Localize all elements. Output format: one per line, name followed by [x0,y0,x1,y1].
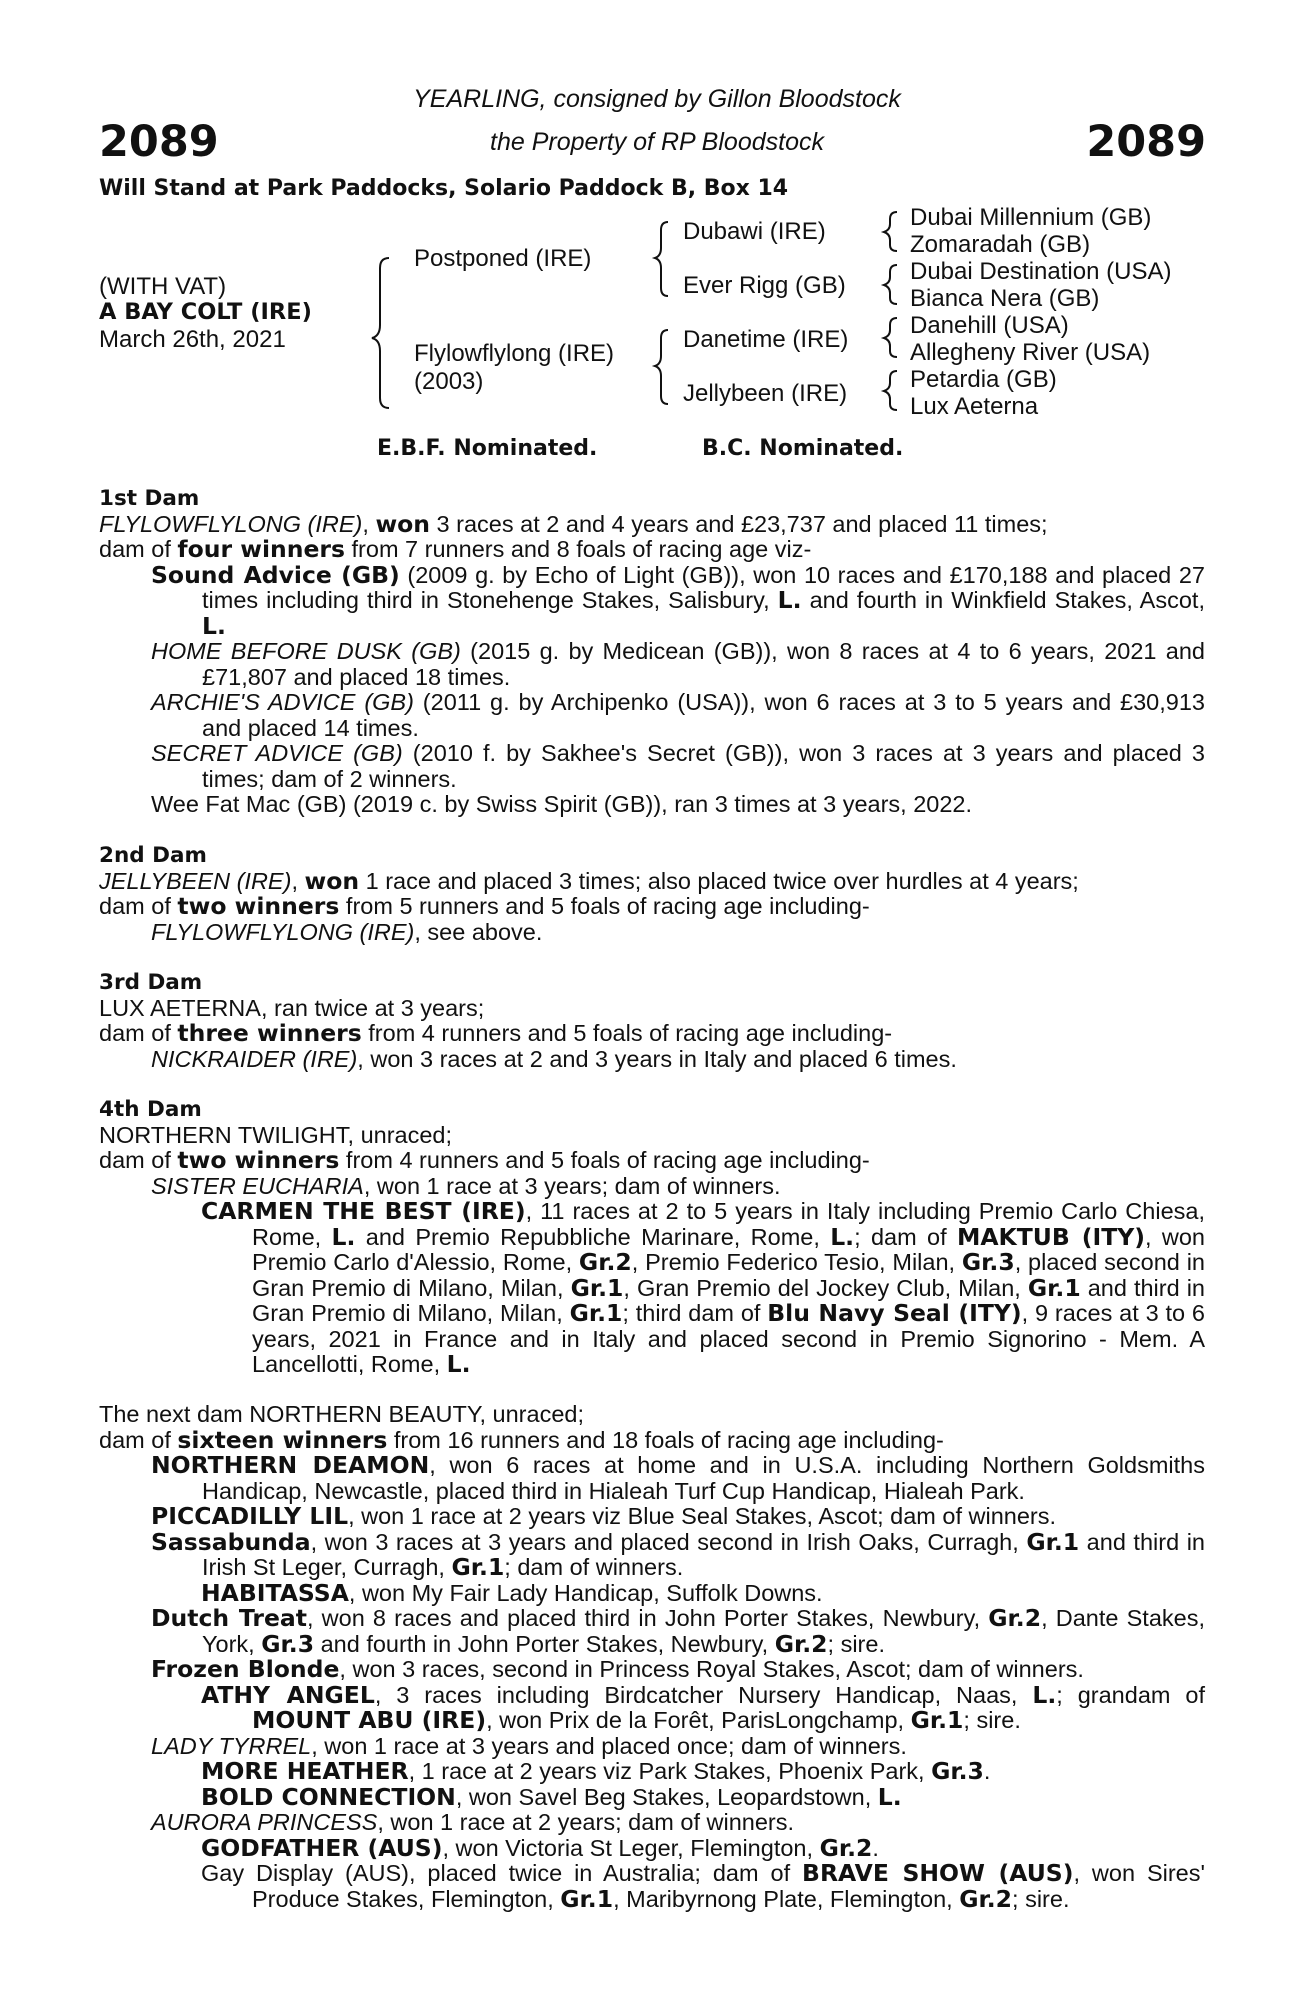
text-run: 1 race and placed 3 times; also placed twice over hurdles at 4 years; [359,867,1079,894]
produce-entry [99,1782,1205,1811]
text-line [99,1148,1205,1174]
text-line [99,1047,1205,1073]
dam-brace [655,330,668,404]
text-run: Gr.3 [961,1248,1015,1276]
text-run: dam of [99,893,178,919]
text-run: , won My Fair Lady Handicap, Suffolk Downs. [348,1579,823,1606]
text-run: L. [877,1782,902,1811]
text-run: (2015 g. by Medicean (GB)), won 8 races at 4 to 6 years, 2021 and £71,807 and placed 18 times. [202,638,1205,690]
gg-1: Dubai Millennium (GB) [910,204,1152,231]
text-run: Sassabunda [151,1527,311,1556]
text-run: , won 1 race at 3 years and placed once; dam of winners. [311,1732,907,1759]
text-run: FLYLOWFLYLONG (IRE) [99,510,363,537]
gg-5: Danehill (USA) [910,312,1069,339]
produce-entry [99,1453,1205,1504]
produce-entry [99,560,1205,640]
produce-entry [99,1680,1205,1734]
text-line [99,866,1205,895]
text-run: FLYLOWFLYLONG (IRE) [151,918,415,945]
text-run: Gr.3 [261,1629,315,1658]
fourth-dam-section [99,1097,1205,1378]
text-run: Gr.2 [988,1604,1042,1632]
text-run: , [291,867,305,894]
text-run: three winners [177,1019,362,1047]
text-run: ARCHIE'S ADVICE (GB) [151,689,414,715]
text-run: two winners [177,892,340,920]
gg-6: Allegheny River (USA) [910,339,1151,366]
text-run: and fourth in Winkfield Stakes, Ascot, [801,587,1205,613]
text-run: SISTER EUCHARIA [151,1172,364,1199]
produce-entry [99,1810,1205,1836]
text-run: L. [202,611,226,640]
ebf-nomination: E.B.F. Nominated. [377,436,598,461]
produce-entry [99,1759,1205,1785]
text-run: , won 6 races at home and in U.S.A. including Northern Goldsmiths Handicap, Newcastle, placed third in Hialeah Turf Cup Handicap, Hialeah Park. [202,1452,1205,1504]
produce-entry [99,690,1205,741]
text-run: Gr.1 [560,1884,614,1913]
text-run: two winners [177,1146,340,1174]
text-run: . [983,1758,991,1784]
text-run: Blu Navy Seal (ITY) [767,1299,1022,1327]
text-run: , Premio Federico Tesio, Milan, [631,1249,962,1275]
text-run: from 4 runners and 5 foals of racing age including- [339,1147,870,1173]
text-line: LUX AETERNA, ran twice at 3 years; [99,994,485,1021]
text-run: Gr.1 [1027,1273,1081,1302]
text-run: , Gran Premio del Jockey Club, Milan, [623,1274,1028,1301]
text-run: MAKTUB (ITY) [956,1222,1146,1251]
lot-number-left: 2089 [99,117,219,167]
text-run: SECRET ADVICE (GB) [151,740,403,766]
gg-3: Dubai Destination (USA) [910,258,1172,285]
text-run: , won 3 races at 2 and 3 years in Italy and placed 6 times. [357,1045,957,1072]
text-run: ; sire. [963,1707,1021,1733]
produce-entry [99,1527,1205,1581]
text-run: dam of [99,1020,178,1046]
foaling-date: March 26th, 2021 [99,326,286,353]
consignor-line: YEARLING, consigned by Gillon Bloodstock [413,85,901,113]
text-run: L. [1032,1680,1057,1709]
text-run: , see above. [414,918,543,945]
text-line: The next dam NORTHERN BEAUTY, unraced; [99,1401,584,1427]
text-run: , won Prix de la Forêt, ParisLongchamp, [486,1707,911,1733]
text-run: NICKRAIDER (IRE) [151,1045,358,1072]
text-run: ; dam of [854,1223,957,1250]
text-run: , 11 races at 2 to 5 years in Italy including Premio Carlo Chiesa, Rome, [252,1198,1205,1250]
text-run: Gr.1 [451,1553,505,1581]
text-run: 3 races at 2 and 4 years and £23,737 and placed 11 times; [430,510,1048,537]
text-run: , won Premio Carlo d'Alessio, Rome, [252,1223,1205,1275]
text-run: , [362,510,376,537]
section-heading: 4th Dam [99,1097,202,1122]
text-run: GODFATHER (AUS) [201,1833,443,1862]
sire: Postponed (IRE) [414,245,592,272]
text-run: BOLD CONNECTION [201,1782,456,1811]
text-line [99,1174,1205,1200]
text-line [99,1021,1205,1047]
gg-7: Petardia (GB) [910,366,1057,393]
text-run: and Premio Repubbliche Marinare, Rome, [355,1223,831,1250]
second-dam-section [99,843,1205,945]
text-line: NORTHERN TWILIGHT, unraced; [99,1121,453,1148]
text-run: Dutch Treat [151,1604,307,1632]
text-line [99,894,1205,920]
gg-2: Zomaradah (GB) [910,231,1091,258]
text-run: Gr.2 [578,1248,632,1276]
text-run: , Maribyrnong Plate, Flemington, [613,1885,960,1912]
main-brace [372,258,389,408]
produce-entry [99,1578,1205,1607]
text-run: , won Victoria St Leger, Flemington, [442,1834,820,1861]
section-heading: 3rd Dam [99,970,203,995]
text-run: (2011 g. by Archipenko (USA)), won 6 races at 3 to 5 years and £30,913 and placed 14 times. [202,689,1205,741]
text-line [99,509,1205,538]
dam-foaling-year: (2003) [414,368,484,395]
first-dam-section [99,486,1205,818]
text-run: Gr.1 [910,1706,964,1734]
dam: Flylowflylong (IRE) [414,340,615,367]
text-run: Gr.3 [931,1757,984,1785]
text-run: Frozen Blonde [151,1655,340,1683]
property-line: the Property of RP Bloodstock [490,128,824,156]
text-run: , won 1 race at 2 years viz Blue Seal Stakes, Ascot; dam of winners. [348,1503,1057,1529]
text-run: Gr.2 [774,1629,828,1658]
dam-of-dam: Jellybeen (IRE) [683,380,848,407]
text-run: L. [777,586,802,614]
text-run: (2010 f. by Sakhee's Secret (GB)), won 3 races at 3 years and placed 3 times; dam of 2 winners. [202,740,1206,792]
text-run: LADY TYRREL [151,1732,312,1759]
sire-of-dam: Danetime (IRE) [683,326,849,353]
text-run: and third in Gran Premio di Milano, Milan, [252,1274,1205,1326]
vat-note: (WITH VAT) [99,273,227,300]
text-run: dam of [99,1147,178,1173]
third-dam-section [99,970,1205,1072]
produce-entry [99,1657,1205,1683]
text-run: Gr.2 [819,1833,873,1862]
text-run: , placed second in Gran Premio di Milano, Milan, [252,1249,1205,1301]
dam-of-sire: Ever Rigg (GB) [683,272,846,299]
text-run: and fourth in John Porter Stakes, Newbury, [314,1630,775,1657]
text-run: from 16 runners and 18 foals of racing age including- [387,1426,944,1453]
text-run: HOME BEFORE DUSK (GB) [151,638,461,664]
text-run: , won 1 race at 2 years; dam of winners. [377,1809,795,1835]
text-line [99,537,1205,563]
text-run: , won 1 race at 3 years; dam of winners. [363,1172,781,1199]
lot-number-right: 2089 [1086,117,1206,167]
gg-4: Bianca Nera (GB) [910,285,1100,312]
text-run: ; third dam of [622,1300,768,1326]
text-run: . [872,1834,879,1861]
text-run: Sound Advice (GB) [151,560,400,589]
text-run: Gr.1 [570,1273,624,1302]
text-run: , 9 races at 3 to 6 years, 2021 in France and in Italy and placed second in Premio Signorino - Mem. A Lancellotti, Rome, [252,1300,1205,1377]
gg-8: Lux Aeterna [910,393,1039,420]
sire-of-sire: Dubawi (IRE) [683,218,826,245]
text-line [99,1425,1205,1454]
text-run: dam of [99,536,178,562]
text-run: , Dante Stakes, York, [202,1605,1205,1657]
text-run: L. [331,1222,356,1251]
text-run: and third in Irish St Leger, Curragh, [202,1528,1205,1580]
text-run: ; sire. [1012,1885,1070,1912]
text-run: sixteen winners [177,1425,388,1454]
produce-entry [99,1861,1205,1912]
produce-entry [99,741,1205,792]
section-heading: 2nd Dam [99,843,207,868]
text-run: , 3 races including Birdcatcher Nursery Handicap, Naas, [374,1681,1033,1708]
text-run: Gr.1 [569,1299,623,1327]
horse-name: A BAY COLT (IRE) [99,299,312,325]
text-run: Gay Display (AUS), placed twice in Australia; dam of [201,1860,803,1886]
produce-entry [99,639,1205,690]
text-run: won [304,866,360,895]
produce-entry: Wee Fat Mac (GB) (2019 c. by Swiss Spirit (GB)), ran 3 times at 3 years, 2022. [151,791,973,817]
text-line [99,920,1205,946]
text-run: BRAVE SHOW (AUS) [802,1859,1074,1887]
text-run: MOUNT ABU (IRE) [252,1706,487,1734]
text-run: Gr.2 [959,1884,1013,1913]
text-run: (2009 g. by Echo of Light (GB)), won 10 races and £170,188 and placed 27 times including third in Stonehenge Stakes, Salisbury, [202,561,1205,613]
text-run: from 7 runners and 8 foals of racing age viz- [345,536,812,562]
text-run: JELLYBEEN (IRE) [99,867,292,894]
text-run: , won 8 races and placed third in John Porter Stakes, Newbury, [307,1605,989,1631]
produce-entry [99,1504,1205,1530]
text-run: , 1 race at 2 years viz Park Stakes, Phoenix Park, [408,1758,932,1784]
text-run: ; grandam of [1056,1681,1205,1708]
produce-entry [99,1734,1205,1760]
text-run: CARMEN THE BEST (IRE) [201,1197,526,1225]
text-run: L. [446,1350,471,1378]
text-run: dam of [99,1426,178,1453]
produce-entry [99,1833,1205,1862]
text-run: from 4 runners and 5 foals of racing age including- [361,1020,893,1046]
text-run: , won 3 races, second in Princess Royal Stakes, Ascot; dam of winners. [339,1656,1084,1682]
next-dam-section [99,1402,1205,1912]
text-run: , won Sires' Produce Stakes, Flemington, [252,1860,1205,1912]
section-heading: 1st Dam [99,486,200,511]
text-run: Gr.1 [1026,1527,1080,1556]
text-run: MORE HEATHER [201,1757,409,1785]
text-run: ; sire. [827,1630,885,1657]
text-run: NORTHERN DEAMON [151,1451,430,1479]
text-run: PICCADILLY LIL [151,1502,349,1530]
sire-brace [655,222,668,296]
text-run: L. [830,1222,855,1251]
text-run: ATHY ANGEL [201,1680,375,1709]
text-run: , won Savel Beg Stakes, Leopardstown, [455,1783,878,1810]
text-run: HABITASSA [201,1578,349,1607]
produce-entry [99,1606,1205,1657]
produce-entry [99,1199,1205,1378]
text-run: , won 3 races at 3 years and placed second in Irish Oaks, Curragh, [310,1528,1027,1555]
text-run: won [375,509,431,538]
text-run: four winners [177,535,345,563]
text-run: ; dam of winners. [504,1554,684,1580]
text-run: from 5 runners and 5 foals of racing age including- [339,893,870,919]
text-run: AURORA PRINCESS [151,1809,378,1835]
stable-location: Will Stand at Park Paddocks, Solario Paddock B, Box 14 [99,176,789,201]
bc-nomination: B.C. Nominated. [702,436,904,461]
